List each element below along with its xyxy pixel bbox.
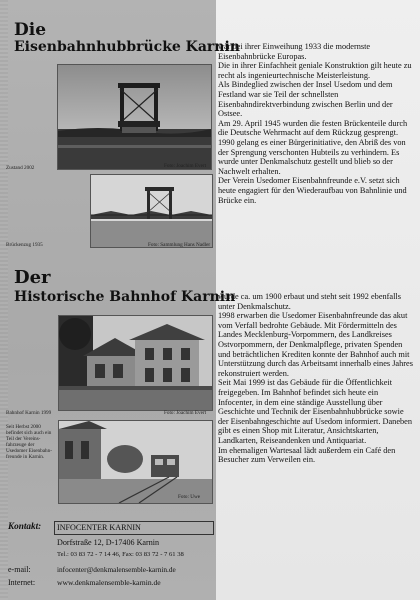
contact-block	[0, 515, 216, 600]
photo2-credit: Foto: Sammlung Hans Nadler	[148, 242, 211, 248]
section2-body	[218, 292, 416, 465]
photo4-credit: Foto: Uwe	[178, 494, 201, 500]
contact-title: Kontakt:	[8, 521, 42, 531]
internet-link[interactable]: www.denkmalensemble-karnin.de	[57, 578, 161, 587]
internet-label: Internet:	[8, 578, 36, 587]
photo1-credit: Foto: Joachim Evert	[164, 163, 207, 169]
paragraph: wurde ca. um 1900 erbaut und steht seit 1992 ebenfalls unter Denkmalschutz.	[218, 292, 401, 311]
contact-phone: Tel.: 03 83 72 - 7 14 46, Fax: 03 83 72 - 7 61 38	[57, 551, 184, 558]
photo4-caption: Seit Herbst 2000 befindet sich auch ein Teil der Vereins-fahrzeuge der Usedomer Eisenbahn-freunde in Karnin.	[6, 424, 52, 460]
lift-bridge-photo-2002	[57, 64, 212, 170]
paragraph: 1998 erwarben die Usedomer Eisenbahnfreunde das akut vom Verfall bedrohte Gebäude. Mit Fördermitteln des Landes Mecklenburg-Vorpommern, des Landkreises Ostvorpommern, der Denkmalpflege, privaten Spenden und beträchtlichen Krediten konnte der Bahnhof auch mit Unterstützung durch das Arbeitsamt innerhalb eines Jahres rekonstruiert werden.	[218, 311, 413, 378]
section1-heading-line1: Die	[14, 20, 47, 40]
paragraph: Die in ihrer Einfachheit geniale Konstruktion gilt heute zu recht als ingenieurtechnische Meisterleistung.	[218, 61, 412, 80]
contact-address: Dorfstraße 12, D-17406 Karnin	[57, 538, 160, 547]
photo3-credit: Foto: Joachim Evert	[164, 410, 207, 416]
paragraph: Der Verein Usedomer Eisenbahnfreunde e.V. setzt sich heute engagiert für den Wiederaufbau von Bahnlinie und Brücke ein.	[218, 176, 407, 205]
email-link[interactable]: infocenter@denkmalensemble-karnin.de	[57, 565, 176, 574]
binding-edge	[0, 0, 8, 600]
section2-heading-line2: Historische Bahnhof Karnin	[14, 289, 236, 305]
paragraph: Als Bindeglied zwischen der Insel Usedom und dem Festland war sie Teil der schnellsten Eisenbahndirektverbindung zwischen Berlin und der Ostsee.	[218, 80, 393, 119]
paragraph: Am 29. April 1945 wurden die festen Brückenteile durch die Deutsche Wehrmacht auf dem Rückzug gesprengt.	[218, 118, 408, 138]
section1-heading-line2: Eisenbahnhubbrücke Karnin	[14, 39, 240, 55]
station-building-photo	[58, 315, 213, 411]
paragraph: war bei ihrer Einweihung 1933 die modernste Eisenbahnbrücke Europas.	[218, 42, 371, 61]
section1-body	[218, 42, 416, 205]
paragraph: 1990 gelang es einer Bürgerinitiative, den Abriß des von der Sprengung verschonten Hubteils zu verhindern. Es wurde unter Denkmalschutz gestellt und blieb so der Nachwelt erhalten.	[218, 137, 406, 176]
email-label: e-mail:	[8, 565, 31, 574]
paragraph: Im ehemaligen Wartesaal lädt außerdem ein Café den Besucher zum Verweilen ein.	[218, 445, 396, 465]
photo2-caption: Brückenzug 1935	[6, 242, 43, 248]
bridge-photo-1935	[90, 174, 213, 248]
section2-heading-line1: Der	[14, 267, 51, 288]
photo1-caption: Zustand 2002	[6, 165, 35, 171]
photo3-caption: Bahnhof Karnin 1999	[6, 410, 52, 416]
platform-vehicles-photo	[58, 420, 213, 504]
infocenter-name: INFOCENTER KARNIN	[57, 523, 141, 532]
paragraph: Seit Mai 1999 ist das Gebäude für die Öffentlichkeit freigegeben. Im Bahnhof befindet sich heute ein Infocenter, in dem eine ständige Ausstellung über Geschichte und Technik der Eisenbahnhubbrücke sowie der Eisenbahngeschichte auf Usedom informiert. Daneben gibt es einen Shop mit Literatur, Ansichtskarten, Landkarten, Reiseandenken und Antiquariat.	[218, 378, 412, 445]
